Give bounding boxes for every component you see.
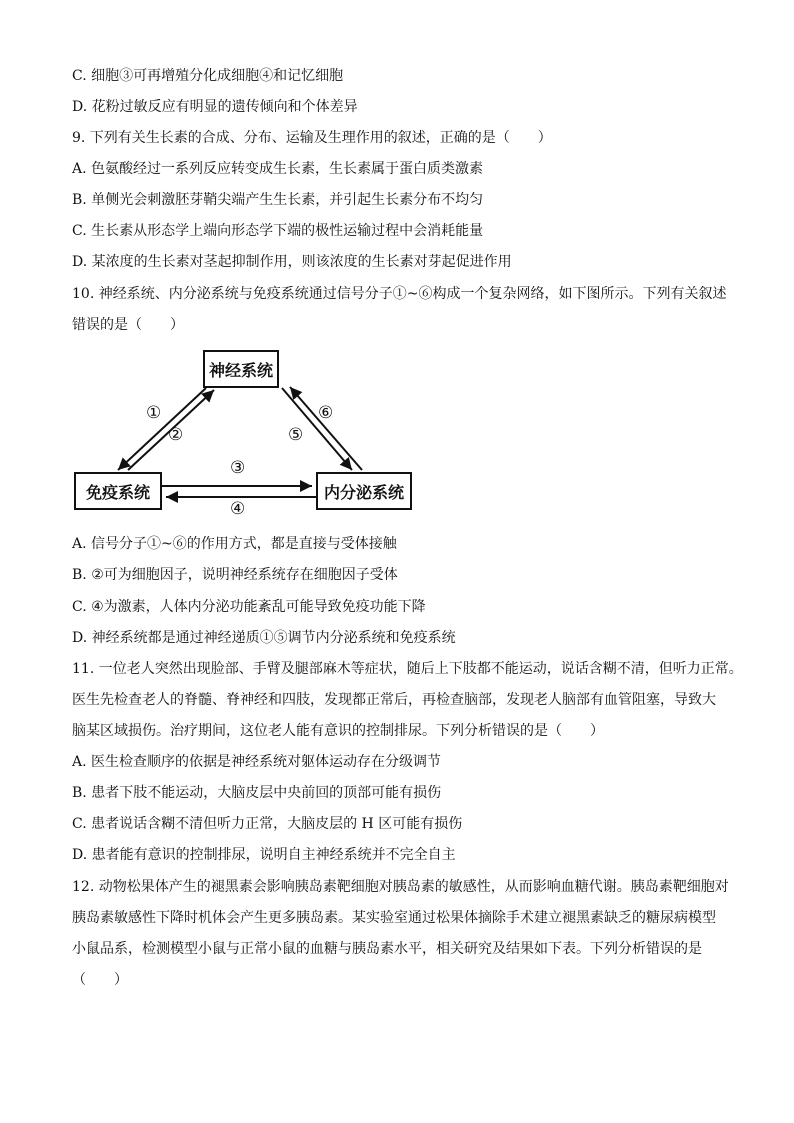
- question-12-line1: 12. 动物松果体产生的褪黑素会影响胰岛素靶细胞对胰岛素的敏感性，从而影响血糖代谢。胰岛素靶细胞对: [72, 879, 729, 895]
- option-d-q8: D. 花粉过敏反应有明显的遗传倾向和个体差异: [72, 99, 358, 115]
- signal-label-5: ⑤: [288, 425, 304, 445]
- signal-label-3: ③: [230, 458, 246, 478]
- arrow-1: [118, 388, 206, 470]
- question-12-line4: （ ）: [72, 972, 128, 988]
- option-b-q11: B. 患者下肢不能运动，大脑皮层中央前回的顶部可能有损伤: [72, 785, 442, 801]
- option-a-q9: A. 色氨酸经过一系列反应转变成生长素，生长素属于蛋白质类激素: [72, 161, 484, 177]
- option-b-q9: B. 单侧光会刺激胚芽鞘尖端产生生长素，并引起生长素分布不均匀: [72, 192, 484, 208]
- option-d-q11: D. 患者能有意识的控制排尿，说明自主神经系统并不完全自主: [72, 847, 456, 863]
- endocrine-system-box: 内分泌系统: [316, 472, 412, 510]
- question-10-line1: 10. 神经系统、内分泌系统与免疫系统通过信号分子①~⑥构成一个复杂网络，如下图所示。下列有关叙述: [72, 286, 727, 302]
- question-9: 9. 下列有关生长素的合成、分布、运输及生理作用的叙述，正确的是（ ）: [72, 130, 552, 146]
- question-11-line2: 医生先检查老人的脊髓、脊神经和四肢，发现都正常后，再检查脑部，发现老人脑部有血管阻塞，导致大: [72, 692, 716, 708]
- option-c-q8: C. 细胞③可再增殖分化成细胞④和记忆细胞: [72, 68, 344, 84]
- signal-label-1: ①: [146, 403, 162, 423]
- immune-system-box: 免疫系统: [74, 472, 162, 510]
- option-c-q11: C. 患者说话含糊不清但听力正常，大脑皮层的 H 区可能有损伤: [72, 816, 463, 832]
- signal-label-2: ②: [168, 425, 184, 445]
- option-c-q9: C. 生长素从形态学上端向形态学下端的极性运输过程中会消耗能量: [72, 223, 484, 239]
- signal-network-diagram: [70, 345, 420, 525]
- question-11-line1: 11. 一位老人突然出现脸部、手臂及腿部麻木等症状，随后上下肢都不能运动，说话含糊不清，但听力正常。: [72, 661, 743, 677]
- option-c-q10: C. ④为激素，人体内分泌功能紊乱可能导致免疫功能下降: [72, 599, 426, 615]
- question-12-line2: 胰岛素敏感性下降时机体会产生更多胰岛素。某实验室通过松果体摘除手术建立褪黑素缺乏的糖尿病模型: [72, 910, 716, 926]
- question-11-line3: 脑某区域损伤。治疗期间，这位老人能有意识的控制排尿。下列分析错误的是（ ）: [72, 723, 604, 739]
- option-a-q11: A. 医生检查顺序的依据是神经系统对躯体运动存在分级调节: [72, 754, 442, 770]
- option-b-q10: B. ②可为细胞因子，说明神经系统存在细胞因子受体: [72, 567, 398, 583]
- question-12-line3: 小鼠品系，检测模型小鼠与正常小鼠的血糖与胰岛素水平，相关研究及结果如下表。下列分析错误的是: [72, 941, 702, 957]
- option-d-q10: D. 神经系统都是通过神经递质①⑤调节内分泌系统和免疫系统: [72, 630, 456, 646]
- option-a-q10: A. 信号分子①~⑥的作用方式，都是直接与受体接触: [72, 536, 397, 552]
- question-10-line2: 错误的是（ ）: [72, 317, 184, 333]
- nervous-system-box: 神经系统: [203, 350, 279, 388]
- signal-label-4: ④: [230, 499, 246, 519]
- signal-label-6: ⑥: [318, 403, 334, 423]
- option-d-q9: D. 某浓度的生长素对茎起抑制作用，则该浓度的生长素对芽起促进作用: [72, 254, 512, 270]
